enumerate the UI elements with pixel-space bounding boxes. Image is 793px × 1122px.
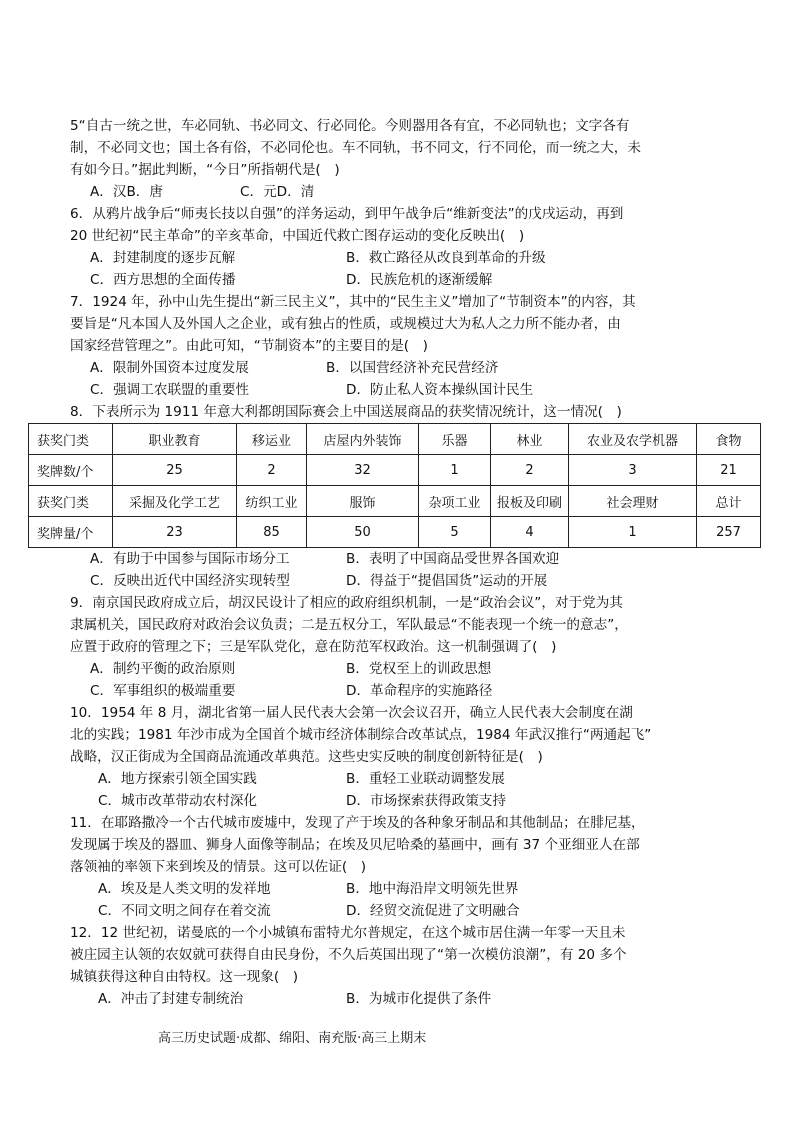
q9-options-row1 bbox=[70, 658, 746, 680]
table-cell: 32 bbox=[307, 455, 419, 486]
table-cell: 1 bbox=[569, 517, 697, 548]
q11-option-a: A．埃及是人类文明的发祥地 bbox=[98, 881, 271, 897]
table-cell: 获奖门类 bbox=[29, 486, 113, 517]
q11-stem-1: 11．在耶路撒冷一个古代城市废墟中，发现了产于埃及的各种象牙制品和其他制品；在腓尼基， bbox=[70, 815, 645, 831]
table-cell: 采掘及化学工艺 bbox=[113, 486, 237, 517]
table-row bbox=[29, 517, 761, 548]
q10-option-b: B．重轻工业联动调整发展 bbox=[346, 771, 505, 787]
question-11 bbox=[70, 812, 746, 922]
q12-option-b: B．为城市化提供了条件 bbox=[346, 991, 492, 1007]
q11-options-row2 bbox=[70, 900, 746, 922]
q9-stem-2: 隶属机关，国民政府对政治会议负责；二是五权分工，军队最忌“不能表现一个统一的意志”， bbox=[70, 617, 628, 633]
q10-stem-3: 战略，汉正街成为全国商品流通改革典范。这些史实反映的制度创新特征是( ) bbox=[70, 749, 543, 765]
table-cell: 职业教育 bbox=[113, 424, 237, 455]
table-cell: 85 bbox=[237, 517, 307, 548]
q7-stem-1: 7．1924 年，孙中山先生提出“新三民主义”，其中的“民生主义”增加了“节制资本”的内容，其 bbox=[70, 294, 636, 310]
q10-option-d: D．市场探索获得政策支持 bbox=[346, 793, 506, 809]
q5-options bbox=[70, 181, 746, 203]
table-cell: 乐器 bbox=[419, 424, 491, 455]
q11-option-c: C．不同文明之间存在着交流 bbox=[98, 903, 271, 919]
q11-stem-2: 发现属于埃及的器皿、狮身人面像等制品；在埃及贝尼哈桑的墓画中，画有 37 个亚细亚人在部 bbox=[70, 837, 640, 853]
q9-option-d: D．革命程序的实施路径 bbox=[346, 683, 493, 699]
q6-options-row1 bbox=[70, 247, 746, 269]
q7-stem-2: 要旨是“凡本国人及外国人之企业，或有独占的性质，或规模过大为私人之力所不能办者，由 bbox=[70, 316, 621, 332]
q6-option-c: C．西方思想的全面传播 bbox=[90, 272, 236, 288]
q12-stem-3: 城镇获得这种自由特权。这一现象( ) bbox=[70, 969, 299, 985]
q7-option-a: A．限制外国资本过度发展 bbox=[90, 360, 249, 376]
q7-option-d: D．防止私人资本操纵国计民生 bbox=[346, 382, 534, 398]
table-cell: 奖牌量/个 bbox=[29, 517, 113, 548]
q9-option-a: A．制约平衡的政治原则 bbox=[90, 661, 236, 677]
q6-stem-2: 20 世纪初“民主革命”的辛亥革命，中国近代救亡图存运动的变化反映出( ) bbox=[70, 228, 525, 244]
q11-stem-3: 落领袖的率领下来到埃及的情景。这可以佐证( ) bbox=[70, 859, 367, 875]
q9-option-c: C．军事组织的极端重要 bbox=[90, 683, 236, 699]
q5-stem-1: 5“自古一统之世，车必同轨、书必同文、行必同伦。今则器用各有宜，不必同轨也；文字各有 bbox=[70, 118, 630, 134]
q12-stem-2: 被庄园主认领的农奴就可获得自由民身份，不久后英国出现了“第一次模仿浪潮”，有 20 多个 bbox=[70, 947, 627, 963]
table-cell: 5 bbox=[419, 517, 491, 548]
table-cell: 社会理财 bbox=[569, 486, 697, 517]
q8-option-d: D．得益于“提倡国货”运动的开展 bbox=[346, 573, 548, 589]
table-cell: 林业 bbox=[491, 424, 569, 455]
q8-options-row1 bbox=[70, 548, 746, 570]
q6-option-a: A．封建制度的逐步瓦解 bbox=[90, 250, 236, 266]
q5-option-cd: C．元D．清 bbox=[240, 184, 315, 200]
q7-stem-3: 国家经营管理之”。由此可知，“节制资本”的主要目的是( ) bbox=[70, 338, 428, 354]
q11-option-d: D．经贸交流促进了文明融合 bbox=[346, 903, 520, 919]
q8-options-row2 bbox=[70, 570, 746, 592]
q9-options-row2 bbox=[70, 680, 746, 702]
q7-options-row1 bbox=[70, 357, 746, 379]
table-cell: 2 bbox=[237, 455, 307, 486]
q11-option-b: B．地中海沿岸文明领先世界 bbox=[346, 881, 519, 897]
question-6 bbox=[70, 203, 746, 291]
q8-option-a: A．有助于中国参与国际市场分工 bbox=[90, 551, 290, 567]
table-cell: 报板及印刷 bbox=[491, 486, 569, 517]
table-cell: 25 bbox=[113, 455, 237, 486]
question-12 bbox=[70, 922, 746, 1010]
question-9 bbox=[70, 592, 746, 702]
table-row bbox=[29, 486, 761, 517]
q10-options-row2 bbox=[70, 790, 746, 812]
q7-options-row2 bbox=[70, 379, 746, 401]
q8-stem: 8．下表所示为 1911 年意大利都朗国际赛会上中国送展商品的获奖情况统计，这一情况( ) bbox=[70, 404, 622, 420]
table-cell: 1 bbox=[419, 455, 491, 486]
table-cell: 纺织工业 bbox=[237, 486, 307, 517]
table-row bbox=[29, 424, 761, 455]
table-cell: 服饰 bbox=[307, 486, 419, 517]
q9-stem-3: 应置于政府的管理之下；三是军队党化，意在防范军权政治。这一机制强调了( ) bbox=[70, 639, 557, 655]
question-5 bbox=[70, 115, 746, 203]
q9-option-b: B．党权至上的训政思想 bbox=[346, 661, 492, 677]
q7-option-b: B．以国营经济补充民营经济 bbox=[326, 360, 499, 376]
question-10 bbox=[70, 702, 746, 812]
table-cell: 杂项工业 bbox=[419, 486, 491, 517]
table-cell: 257 bbox=[697, 517, 761, 548]
table-cell: 获奖门类 bbox=[29, 424, 113, 455]
q11-options-row1 bbox=[70, 878, 746, 900]
q7-option-c: C．强调工农联盟的重要性 bbox=[90, 382, 250, 398]
q6-option-d: D．民族危机的逐渐缓解 bbox=[346, 272, 493, 288]
q5-stem-3: 有如今日。”据此判断，“今日”所指朝代是( ) bbox=[70, 162, 340, 178]
q10-stem-2: 北的实践；1981 年沙市成为全国首个城市经济体制综合改革试点，1984 年武汉推行“两通起飞” bbox=[70, 727, 652, 743]
question-8 bbox=[37, 401, 746, 592]
q12-stem-1: 12．12 世纪初，诺曼底的一个小城镇布雷特尤尔普规定，在这个城市居住满一年零一天且未 bbox=[70, 925, 626, 941]
table-cell: 店屋内外装饰 bbox=[307, 424, 419, 455]
q8-option-c: C．反映出近代中国经济实现转型 bbox=[90, 573, 290, 589]
q10-option-c: C．城市改革带动农村深化 bbox=[98, 793, 258, 809]
table-cell: 21 bbox=[697, 455, 761, 486]
table-cell: 总计 bbox=[697, 486, 761, 517]
table-cell: 食物 bbox=[697, 424, 761, 455]
q10-stem-1: 10．1954 年 8 月，湖北省第一届人民代表大会第一次会议召开，确立人民代表大会制度在湖 bbox=[70, 705, 633, 721]
question-7 bbox=[70, 291, 746, 401]
q8-option-b: B．表明了中国商品受世界各国欢迎 bbox=[346, 551, 560, 567]
q5-stem-2: 制，不必同文也；国土各有俗，不必同伦也。车不同轨，书不同文，行不同伦，而一统之大，未 bbox=[70, 140, 641, 156]
table-cell: 3 bbox=[569, 455, 697, 486]
table-cell: 4 bbox=[491, 517, 569, 548]
exam-page bbox=[37, 115, 746, 1010]
q6-option-b: B．救亡路径从改良到革命的升级 bbox=[346, 250, 546, 266]
q6-stem-1: 6．从鸦片战争后“师夷长技以自强”的洋务运动，到甲午战争后“维新变法”的戊戌运动，再到 bbox=[70, 206, 624, 222]
table-cell: 移运业 bbox=[237, 424, 307, 455]
q5-option-ab: A．汉B．唐 bbox=[90, 184, 163, 200]
table-cell: 奖牌数/个 bbox=[29, 455, 113, 486]
q10-option-a: A．地方探索引领全国实践 bbox=[98, 771, 257, 787]
q12-option-a: A．冲击了封建专制统治 bbox=[98, 991, 244, 1007]
q6-options-row2 bbox=[70, 269, 746, 291]
table-cell: 50 bbox=[307, 517, 419, 548]
page-footer: 高三历史试题·成都、绵阳、南充版·高三上期末 bbox=[158, 1031, 427, 1046]
award-table bbox=[28, 423, 761, 548]
table-row bbox=[29, 455, 761, 486]
q12-options-row1 bbox=[70, 988, 746, 1010]
table-cell: 农业及农学机器 bbox=[569, 424, 697, 455]
q10-options-row1 bbox=[70, 768, 746, 790]
table-cell: 23 bbox=[113, 517, 237, 548]
q9-stem-1: 9．南京国民政府成立后，胡汉民设计了相应的政府组织机制，一是“政治会议”，对于党为其 bbox=[70, 595, 623, 611]
table-cell: 2 bbox=[491, 455, 569, 486]
